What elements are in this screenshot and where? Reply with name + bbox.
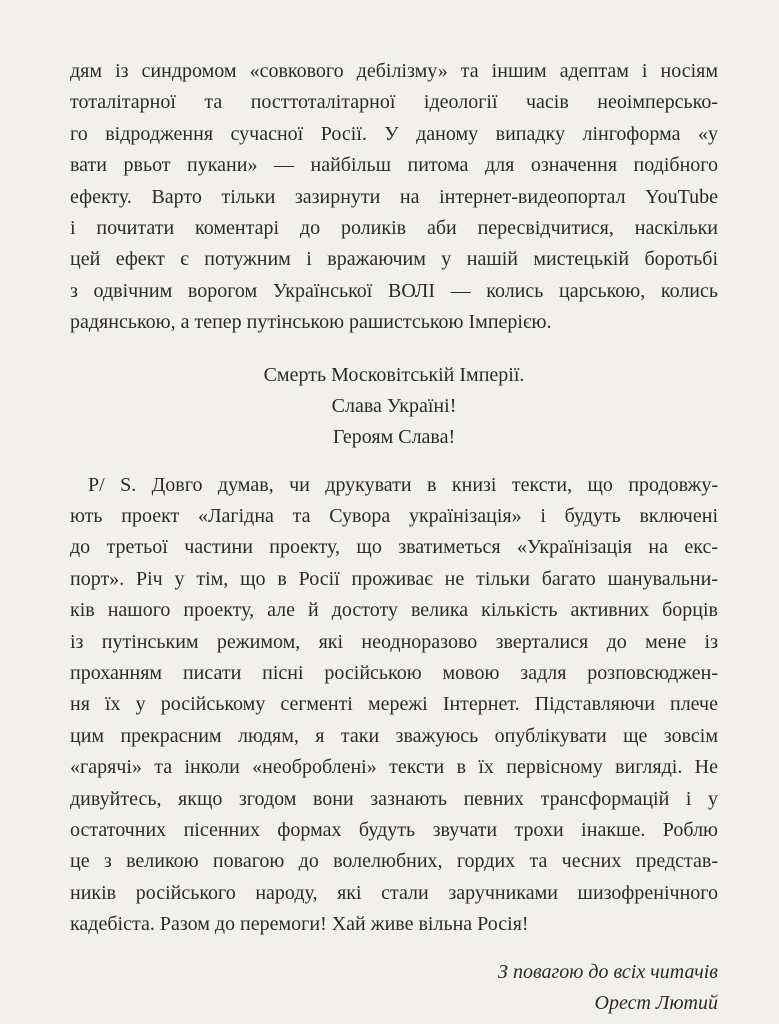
text-line: вати рвьот пукани» — найбільш питома для означення подібного xyxy=(70,154,718,177)
text-line: P/ S. Довго думав, чи друкувати в книзі тексти, що продовжу- xyxy=(88,473,718,496)
text-line: це з великою повагою до волелюбних, гордих та чесних представ- xyxy=(70,850,718,873)
text-line: до третьої частини проекту, що зватиметься «Українізація на екс- xyxy=(70,536,718,559)
paragraph-postscript xyxy=(70,470,718,941)
text-line: ків нашого проекту, але й достоту велика кількість активних борців xyxy=(70,599,718,622)
text-line: дивуйтесь, якщо згодом вони зазнають певних трансформацій і у xyxy=(70,787,718,810)
signature-closing: З повагою до всіх читачів xyxy=(498,960,718,983)
text-line: ефекту. Варто тільки зазирнути на інтернет-видеопортал YouTube xyxy=(70,185,718,208)
text-line: ють проект «Лагідна та Сувора українізація» і будуть включені xyxy=(70,505,718,528)
text-line: кадебіста. Разом до перемоги! Хай живе вільна Росія! xyxy=(70,913,529,936)
signature-author: Орест Лютий xyxy=(594,991,718,1014)
document-page xyxy=(70,56,718,1019)
text-line: із путінським режимом, які неодноразово зверталися до мене із xyxy=(70,630,718,653)
text-line: остаточних пісенних формах будуть звучати трохи інакше. Роблю xyxy=(70,818,718,841)
text-line: тоталітарної та посттоталітарної ідеології часів неоімперсько- xyxy=(70,91,718,114)
text-line: дям із синдромом «совкового дебілізму» та іншим адептам і носіям xyxy=(70,60,718,82)
text-line: «гарячі» та інколи «необроблені» тексти в їх первісному вигляді. Не xyxy=(70,756,718,779)
text-line: цим прекрасним людям, я таки зважуюсь опублікувати ще зовсім xyxy=(70,724,718,747)
slogan-line: Смерть Московітській Імперії. xyxy=(263,363,525,386)
slogan-line: Героям Слава! xyxy=(332,426,456,449)
text-line: го відродження сучасної Росії. У даному випадку лінгоформа «у xyxy=(70,122,718,145)
text-line: ників російського народу, які стали заручниками шизофренічного xyxy=(70,881,718,904)
text-line: ня їх у російському сегменті мережі Інтернет. Підставляючи плече xyxy=(70,693,718,716)
text-line: і почитати коментарі до роликів аби пересвідчитися, наскільки xyxy=(70,216,718,239)
slogan-line: Слава Україні! xyxy=(331,394,457,417)
text-line: з одвічним ворогом Української ВОЛІ — колись царською, колись xyxy=(70,279,718,302)
text-line: цей ефект є потужним і вражаючим у нашій мистецькій боротьбі xyxy=(70,248,718,271)
slogans xyxy=(70,360,718,454)
text-line: порт». Річ у тім, що в Росії проживає не тільки багато шанувальни- xyxy=(70,567,718,590)
text-line: проханням писати пісні російською мовою задля розповсюджен- xyxy=(70,662,718,685)
text-line: радянською, а тепер путінською рашистською Імперією. xyxy=(70,311,552,334)
paragraph-intro xyxy=(70,56,718,339)
